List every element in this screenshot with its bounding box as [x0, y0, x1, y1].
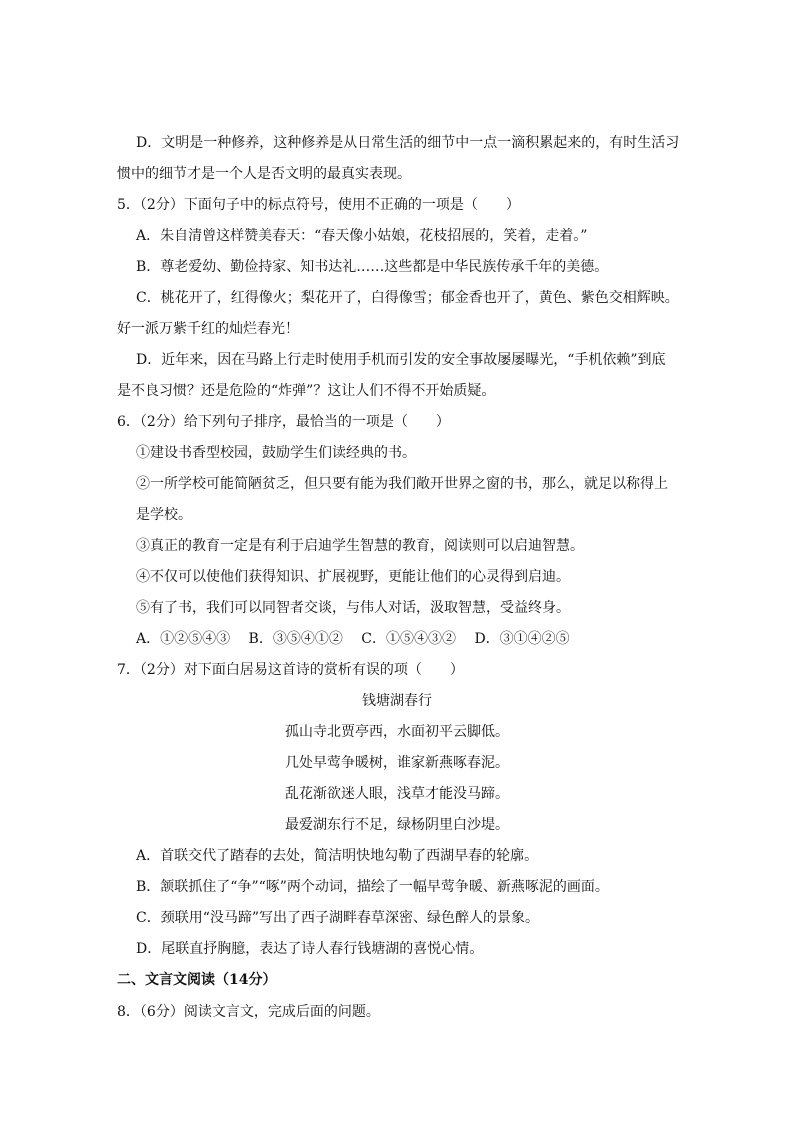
question-5-stem: 5．（2分）下面句子中的标点符号，使用不正确的一项是（ ） — [117, 197, 520, 213]
q4-option-d-line1: D．文明是一种修养，这种修养是从日常生活的细节中一点一滴积累起来的，有时生活习 — [136, 135, 680, 151]
q5-option-a: A．朱自清曾这样赞美春天：“春天像小姑娘，花枝招展的，笑着，走着。” — [136, 228, 588, 244]
poem-title: 钱塘湖春行 — [362, 693, 432, 709]
q7-option-a: A．首联交代了踏春的去处，简洁明快地勾勒了西湖早春的轮廓。 — [136, 848, 539, 864]
q5-option-d-line1: D．近年来，因在马路上行走时使用手机而引发的安全事故屡屡曝光，“手机依赖”到底 — [136, 352, 666, 368]
q4-option-d-line2: 惯中的细节才是一个人是否文明的最真实表现。 — [117, 166, 411, 182]
q7-option-c: C．颈联用“没马蹄”写出了西子湖畔春草深密、绿色醉人的景象。 — [136, 910, 540, 926]
question-6-stem: 6．（2分）给下列句子排序，最恰当的一项是（ ） — [117, 414, 450, 430]
q5-option-c-line2: 好一派万紫千红的灿烂春光！ — [117, 321, 299, 337]
q6-sentence-1: ①建设书香型校园，鼓励学生们读经典的书。 — [136, 445, 416, 461]
section-heading-classical-chinese: 二、文言文阅读（14分） — [117, 972, 277, 988]
q7-option-d: D．尾联直抒胸臆，表达了诗人春行钱塘湖的喜悦心情。 — [136, 941, 484, 957]
poem-line-2: 几处早莺争暖树，谁家新燕啄春泥。 — [285, 755, 509, 771]
poem-line-4: 最爱湖东行不足，绿杨阴里白沙堤。 — [285, 817, 509, 833]
question-8-stem: 8．（6分）阅读文言文，完成后面的问题。 — [117, 1004, 380, 1020]
q6-sentence-2-line1: ②一所学校可能简陋贫乏，但只要有能为我们敞开世界之窗的书，那么，就足以称得上 — [136, 476, 668, 492]
q5-option-d-line2: 是不良习惯？还是危险的“炸弹”？这让人们不得不开始质疑。 — [117, 383, 496, 399]
q7-option-b: B．颔联抓住了“争”“啄”两个动词，描绘了一幅早莺争暖、新燕啄泥的画面。 — [136, 879, 609, 895]
q6-sentence-4: ④不仅可以使他们获得知识、扩展视野，更能让他们的心灵得到启迪。 — [136, 569, 570, 585]
q5-option-b: B．尊老爱幼、勤俭持家、知书达礼……这些都是中华民族传承千年的美德。 — [136, 259, 609, 275]
q5-option-c-line1: C．桃花开了，红得像火；梨花开了，白得像雪；郁金香也开了，黄色、紫色交相辉映。 — [136, 290, 679, 306]
poem-line-1: 孤山寺北贾亭西，水面初平云脚低。 — [285, 724, 509, 740]
poem-line-3: 乱花渐欲迷人眼，浅草才能没马蹄。 — [285, 786, 509, 802]
q6-sentence-2-line2: 是学校。 — [136, 507, 192, 523]
question-7-stem: 7．（2分）对下面白居易这首诗的赏析有误的项（ ） — [117, 662, 464, 678]
q6-sentence-5: ⑤有了书，我们可以同智者交谈，与伟人对话，汲取智慧，受益终身。 — [136, 600, 570, 616]
q6-sentence-3: ③真正的教育一定是有利于启迪学生智慧的教育，阅读则可以启迪智慧。 — [136, 538, 584, 554]
q6-options: A．①②⑤④③ B．③⑤④①② C．①⑤④③② D．③①④②⑤ — [136, 631, 570, 647]
